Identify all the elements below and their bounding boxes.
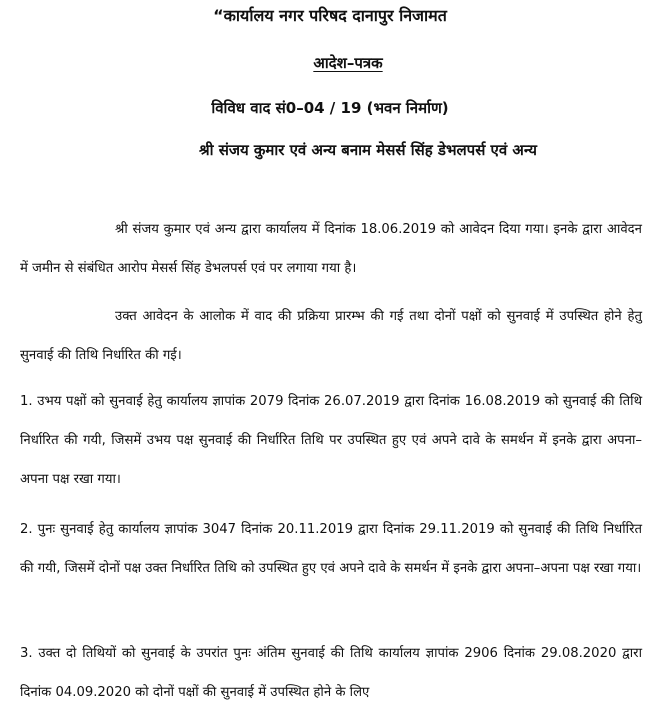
order-title: आदेश–पत्रक (313, 54, 383, 72)
paragraph-hearing-1: 1. उभय पक्षों को सुनवाई हेतु कार्यालय ज्ञापांक 2079 दिनांक 26.07.2019 द्वारा दिनांक 16.08.2019 को सुनवाई की तिथि निर्धारित की गयी, जिसमें उभय पक्ष सुनवाई की निर्धारित तिथि पर उपस्थित हुए एवं अपने दावे के समर्थन में इनके द्वारा अपना–अपना पक्ष रखा गया। (20, 394, 642, 487)
paragraph-hearing-2: 2. पुनः सुनवाई हेतु कार्यालय ज्ञापांक 3047 दिनांक 20.11.2019 द्वारा दिनांक 29.11.2019 को सुनवाई की तिथि निर्धारित की गयी, जिसमें दोनों पक्ष उक्त निर्धारित तिथि को उपस्थित हुए एवं अपने दावे के समर्थन में इनके द्वारा अपना–अपना पक्ष रखा गया। (20, 522, 642, 576)
paragraph-proceedings: उक्त आवेदन के आलोक में वाद की प्रक्रिया प्रारम्भ की गई तथा दोनों पक्षों को सुनवाई में उपस्थित होने हेतु सुनवाई की तिथि निर्धारित की गई। (20, 309, 642, 363)
parties-heading: श्री संजय कुमार एवं अन्य बनाम मेसर्स सिंह डेभलपर्स एवं अन्य (198, 141, 538, 159)
paragraph-hearing-3: 3. उक्त दो तिथियों को सुनवाई के उपरांत पुनः अंतिम सुनवाई की तिथि कार्यालय ज्ञापांक 2906 दिनांक 29.08.2020 द्वारा दिनांक 04.09.2020 को दोनों पक्षों की सुनवाई में उपस्थित होने के लिए (20, 646, 642, 700)
case-number: विविध वाद सं0–04 / 19 (भवन निर्माण) (211, 99, 449, 117)
paragraph-application: श्री संजय कुमार एवं अन्य द्वारा कार्यालय में दिनांक 18.06.2019 को आवेदन दिया गया। इनके द्वारा आवेदन में जमीन से संबंधित आरोप मेसर्स सिंह डेभलपर्स एवं पर लगाया गया है। (20, 222, 642, 276)
office-title: “कार्यालय नगर परिषद दानापुर निजामत (213, 6, 447, 25)
